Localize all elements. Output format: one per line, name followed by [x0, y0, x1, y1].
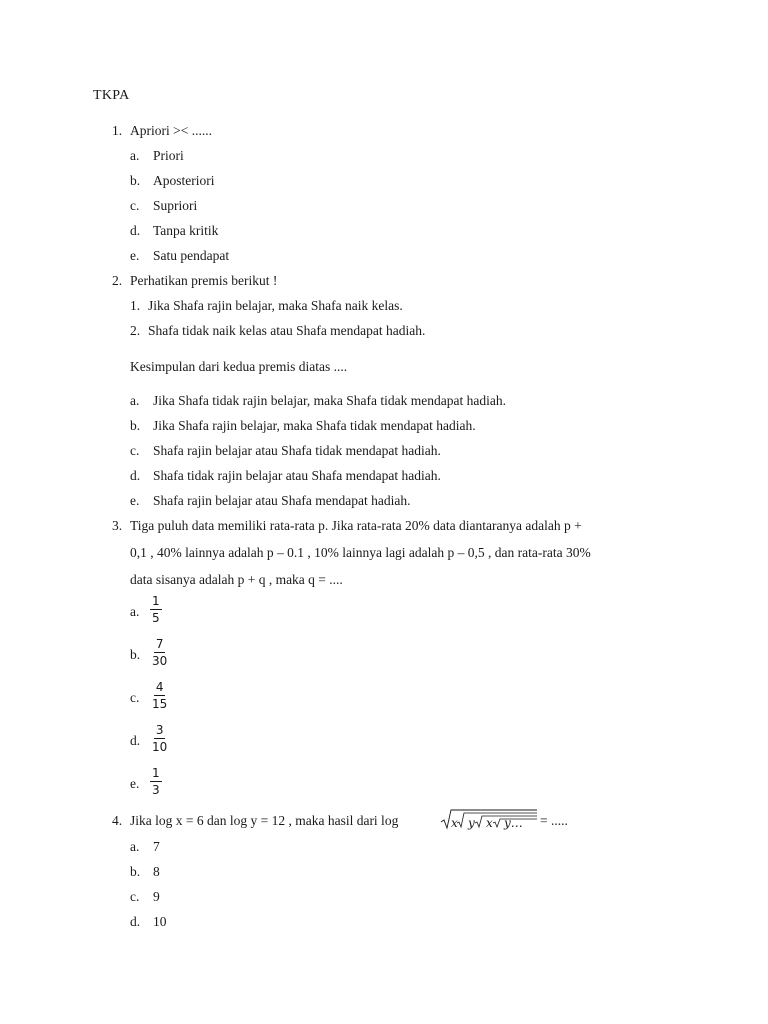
fraction-numerator: 7: [155, 637, 164, 651]
question-text: Jika log x = 6 dan log y = 12 , maka hasil dari log: [130, 813, 399, 828]
option-letter: a.: [130, 604, 140, 619]
fraction: [150, 594, 162, 625]
option-letter: c.: [130, 443, 140, 458]
option-text: 9: [153, 889, 160, 904]
option-text: Priori: [153, 148, 184, 163]
fraction-denominator: 30: [152, 654, 168, 668]
question-text: Apriori >< ......: [130, 123, 212, 138]
fraction: [150, 766, 162, 797]
option-text: 7: [153, 839, 160, 854]
question-number: 4.: [112, 813, 123, 828]
fraction-numerator: 4: [155, 680, 164, 694]
document-title: TKPA: [93, 88, 130, 103]
fraction-denominator: 3: [152, 783, 160, 797]
question-text-line: 0,1 , 40% lainnya adalah p – 0.1 , 10% lainnya lagi adalah p – 0,5 , dan rata-rata 30%: [130, 545, 591, 560]
question-prompt: Kesimpulan dari kedua premis diatas ....: [130, 359, 348, 374]
question-number: 2.: [112, 273, 123, 288]
fraction: [150, 723, 169, 754]
option-letter: e.: [130, 248, 140, 263]
option-text: Aposteriori: [153, 173, 215, 188]
fraction-denominator: 15: [152, 697, 168, 711]
premise-text: Jika Shafa rajin belajar, maka Shafa naik kelas.: [148, 298, 403, 313]
option-letter: d.: [130, 914, 141, 929]
option-letter: d.: [130, 223, 141, 238]
question-text: Perhatikan premis berikut !: [130, 273, 278, 288]
option-letter: b.: [130, 647, 141, 662]
option-letter: c.: [130, 889, 140, 904]
option-letter: c.: [130, 690, 140, 705]
var-x: x: [451, 816, 458, 830]
option-letter: b.: [130, 173, 141, 188]
option-text: Jika Shafa tidak rajin belajar, maka Shafa tidak mendapat hadiah.: [153, 393, 506, 408]
option-text: 8: [153, 864, 160, 879]
fraction: [150, 680, 169, 711]
question-text-line: Tiga puluh data memiliki rata-rata p. Jika rata-rata 20% data diantaranya adalah p +: [130, 518, 582, 533]
var-x: x: [486, 816, 493, 830]
question-number: 3.: [112, 518, 123, 533]
question-text-line: data sisanya adalah p + q , maka q = ....: [130, 572, 343, 587]
fraction-denominator: 5: [152, 611, 160, 625]
question-tail: = .....: [540, 813, 568, 828]
premise-number: 1.: [130, 298, 141, 313]
option-text: Supriori: [153, 198, 198, 213]
option-text: Shafa tidak rajin belajar atau Shafa mendapat hadiah.: [153, 468, 441, 483]
option-text: 10: [153, 914, 167, 929]
option-text: Satu pendapat: [153, 248, 230, 263]
premise-text: Shafa tidak naik kelas atau Shafa mendapat hadiah.: [148, 323, 426, 338]
option-letter: d.: [130, 733, 141, 748]
option-text: Jika Shafa rajin belajar, maka Shafa tidak mendapat hadiah.: [153, 418, 476, 433]
premise-number: 2.: [130, 323, 141, 338]
fraction-denominator: 10: [152, 740, 168, 754]
option-text: Tanpa kritik: [153, 223, 219, 238]
option-letter: b.: [130, 864, 141, 879]
option-letter: e.: [130, 493, 140, 508]
fraction-numerator: 1: [152, 594, 160, 608]
question-number: 1.: [112, 123, 123, 138]
var-y: y…: [504, 816, 523, 830]
option-letter: a.: [130, 839, 140, 854]
option-text: Shafa rajin belajar atau Shafa mendapat hadiah.: [153, 493, 411, 508]
option-letter: a.: [130, 148, 140, 163]
option-text: Shafa rajin belajar atau Shafa tidak mendapat hadiah.: [153, 443, 441, 458]
option-letter: b.: [130, 418, 141, 433]
var-y: y: [468, 816, 475, 830]
fraction: [150, 637, 169, 668]
option-letter: c.: [130, 198, 140, 213]
option-letter: e.: [130, 776, 140, 791]
option-letter: d.: [130, 468, 141, 483]
fraction-numerator: 3: [155, 723, 164, 737]
fraction-numerator: 1: [152, 766, 160, 780]
option-letter: a.: [130, 393, 140, 408]
